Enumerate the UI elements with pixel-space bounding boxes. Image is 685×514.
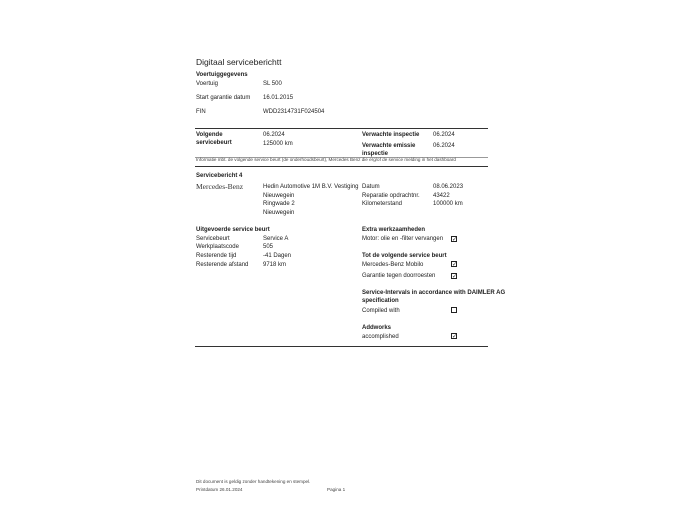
print-date: Printdatum 26.01.2024 [196,487,243,492]
service-type-label: Servicebeurt [196,236,230,242]
service-report-heading: Servicebericht 4 [196,173,243,179]
warranty-start-value: 16.01.2015 [263,95,294,101]
accomplished-checkbox[interactable]: ✓ [452,333,458,340]
next-service-date: 06.2024 [263,132,285,138]
compiled-checkbox[interactable] [451,307,457,313]
dealer-town: Nieuwegein [263,210,295,216]
next-service-label: Volgende [196,132,223,138]
repair-order-value: 43422 [433,193,450,199]
divider [195,128,488,129]
remaining-time-value: -41 Dagen [263,253,292,259]
vehicle-heading: Voertuiggegevens [196,72,248,78]
next-service-note: Informatie mbt. de volgende service beurt (de onderhoudsbeurt), Mercedes Benz die erg/of de service melding in het dashboard [196,157,456,162]
accomplished-label: accomplished [362,334,399,340]
page-title: Digitaal serviceberichtt [196,57,282,67]
remaining-time-label: Resterende tijd [196,253,237,259]
vehicle-label: Voertuig [196,81,219,87]
fin-value: WDD2314731F024504 [263,109,325,115]
inspection-label: Verwachte inspectie [362,132,420,138]
mileage-value: 100000 km [433,201,463,207]
divider [195,346,488,347]
workshop-code-value: 505 [263,244,274,250]
validity-note: Dit document is geldig zonder handtekening en stempel. [196,479,311,484]
date-value: 08.06.2023 [433,184,464,190]
next-service-label-2: servicebeurt [196,140,232,146]
intervals-heading: Service-Intervals in accordance with DAIMLER AG [362,290,506,296]
brand-logo: Mercedes-Benz [196,182,244,191]
date-label: Datum [362,184,380,190]
intervals-heading-2: specification [362,298,399,304]
mileage-label: Kilometerstand [362,201,403,207]
emission-value: 06.2024 [433,143,455,149]
service-type-value: Service A [263,236,289,242]
dealer-name: Hedin Automotive 1M B.V. Vestiging [263,184,359,190]
fin-label: FIN [196,109,206,115]
extra-item: Motor: olie en -filter vervangen [362,236,444,242]
extra-checkbox[interactable]: ✓ [452,236,458,243]
divider [195,166,488,167]
inspection-value: 06.2024 [433,132,455,138]
remaining-distance-label: Resterende afstand [196,262,249,268]
rust-warranty-label: Garantie tegen doorroesten [362,273,436,279]
addworks-heading: Addworks [362,325,392,331]
workshop-code-label: Werkplaatscode [196,244,239,250]
compiled-label: Compiled with [362,308,400,314]
mobilo-checkbox[interactable]: ✓ [452,261,458,268]
page-number: Pagina 1 [327,487,346,492]
dealer-street: Ringwade 2 [263,201,295,207]
emission-label-2: inspectie [362,151,389,157]
until-next-heading: Tot de volgende service beurt [362,253,447,259]
emission-label: Verwachte emissie [362,143,416,149]
performed-heading: Uitgevoerde service beurt [196,227,270,233]
next-service-km: 125000 km [263,141,293,147]
repair-order-label: Reparatie opdrachtnr. [362,193,420,199]
dealer-city: Nieuwegein [263,193,295,199]
mobilo-label: Mercedes-Benz Mobilo [362,262,424,268]
warranty-start-label: Start garantie datum [196,95,251,101]
extra-heading: Extra werkzaamheden [362,227,426,233]
rust-warranty-checkbox[interactable]: ✓ [452,273,458,280]
remaining-distance-value: 9718 km [263,262,287,268]
vehicle-value: SL 500 [263,81,282,87]
